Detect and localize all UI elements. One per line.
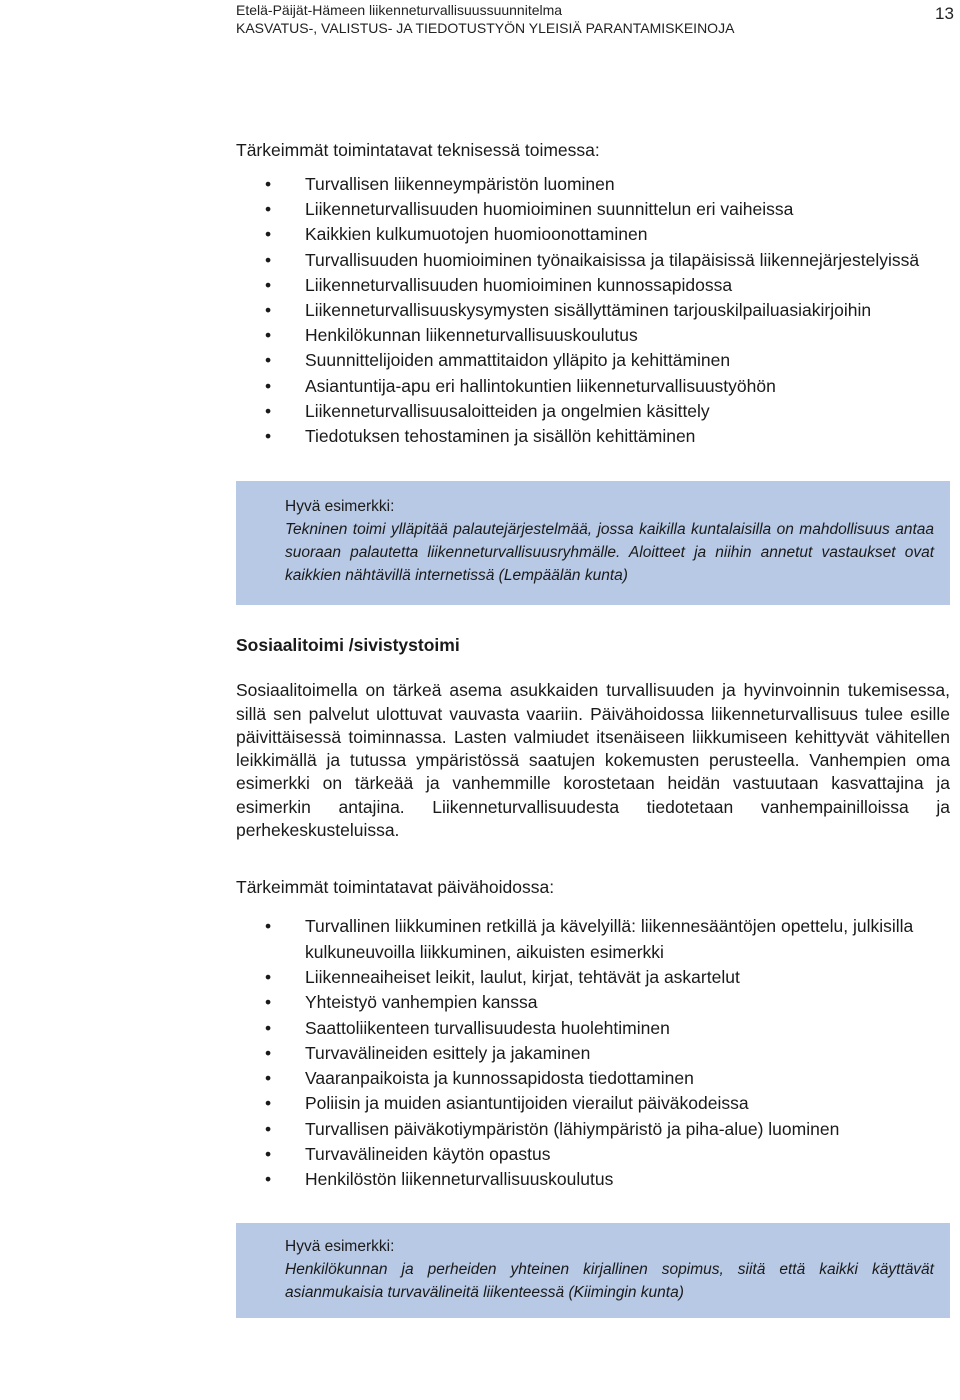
list-item: • Poliisin ja muiden asiantuntijoiden vierailut päiväkodeissa <box>236 1091 950 1116</box>
list-item: • Liikenneturvallisuuden huomioiminen suunnittelun eri vaiheissa <box>236 197 950 222</box>
list-item: • Turvavälineiden käytön opastus <box>236 1142 950 1167</box>
technical-intro: Tärkeimmät toimintatavat teknisessä toimessa: <box>236 140 600 160</box>
list-item: • Henkilökunnan liikenneturvallisuuskoulutus <box>236 323 950 348</box>
bullet-icon: • <box>265 300 272 321</box>
list-item: • Asiantuntija-apu eri hallintokuntien liikenneturvallisuustyöhön <box>236 374 950 399</box>
example-text: Henkilökunnan ja perheiden yhteinen kirjallinen sopimus, siitä että kaikki käyttävät asianmukaisia turvavälineitä liikenteessä (Kiimingin kunta) <box>285 1260 934 1301</box>
section-paragraph: Sosiaalitoimella on tärkeä asema asukkaiden turvallisuuden ja hyvinvoinnin tukemisessa, sillä sen palvelut ulottuvat vauvasta vaariin. Päivähoidossa liikenneturvallisuus tulee esille päivittäisessä toiminnassa. Lasten valmiudet itsenäiseen liikkumiseen kehittyvät vähitellen leikkimällä ja tutussa ympäristössä saatujen kokemusten perusteella. Vanhempien oma esimerkki on tärkeää ja vanhemmille korostetaan heidän vastuutaan kasvattajina ja esimerkin antajina. Liikenneturvallisuudesta tiedotetaan vanhempainilloissa ja perhekeskusteluissa. <box>236 680 950 841</box>
bullet-icon: • <box>265 224 272 245</box>
list-item: • Liikenneaiheiset leikit, laulut, kirjat, tehtävät ja askartelut <box>236 965 950 990</box>
bullet-icon: • <box>265 1169 272 1190</box>
bullet-icon: • <box>265 426 272 447</box>
bullet-icon: • <box>265 1042 272 1063</box>
good-example-box <box>236 1223 950 1318</box>
list-item: • Suunnittelijoiden ammattitaidon ylläpito ja kehittäminen <box>236 348 950 373</box>
bullet-icon: • <box>265 966 272 987</box>
list-item: • Tiedotuksen tehostaminen ja sisällön kehittäminen <box>236 424 950 449</box>
list-item: • Turvallinen liikkuminen retkillä ja kävelyillä: liikennesääntöjen opettelu, julkisilla kulkuneuvoilla liikkuminen, aikuisten esimerkki <box>265 916 914 962</box>
list-item: • Turvallisuuden huomioiminen työnaikaisissa ja tilapäisissä liikennejärjestelyissä <box>236 248 950 273</box>
list-item: • Liikenneturvallisuuskysymysten sisällyttäminen tarjouskilpailuasiakirjoihin <box>236 298 950 323</box>
example-text: Tekninen toimi ylläpitää palautejärjestelmää, jossa kaikilla kuntalaisilla on mahdollisuus antaa suoraan palautetta liikenneturvallisuusryhmälle. Aloitteet ja niihin annetut vastaukset ovat kaikkien nähtävillä internetissä (Lempäälän kunta) <box>285 521 934 585</box>
list-item: • Liikenneturvallisuusaloitteiden ja ongelmien käsittely <box>236 399 950 424</box>
list-item: • Turvallisen päiväkotiympäristön (lähiympäristö ja piha-alue) luominen <box>236 1117 950 1142</box>
example-label: Hyvä esimerkki: <box>285 1237 395 1255</box>
list-item: • Liikenneturvallisuuden huomioiminen kunnossapidossa <box>236 273 950 298</box>
list-item: • Henkilöstön liikenneturvallisuuskoulutus <box>236 1167 950 1192</box>
bullet-icon: • <box>265 916 272 937</box>
section-heading: Sosiaalitoimi /sivistystoimi <box>236 635 460 656</box>
list-item: • Turvallisen liikenneympäristön luominen <box>236 172 950 197</box>
bullet-icon: • <box>265 1118 272 1139</box>
bullet-icon: • <box>265 1143 272 1164</box>
document-title: Etelä-Päijät-Hämeen liikenneturvallisuussuunnitelma <box>236 2 563 18</box>
daycare-intro: Tärkeimmät toimintatavat päivähoidossa: <box>236 877 555 898</box>
bullet-icon: • <box>265 249 272 270</box>
bullet-icon: • <box>265 1068 272 1089</box>
bullet-icon: • <box>265 1093 272 1114</box>
daycare-list <box>236 914 950 1192</box>
page-header <box>236 0 916 37</box>
list-item: • Yhteistyö vanhempien kanssa <box>236 990 950 1015</box>
bullet-icon: • <box>265 199 272 220</box>
list-item: • Kaikkien kulkumuotojen huomioonottaminen <box>236 222 950 247</box>
example-label: Hyvä esimerkki: <box>285 498 395 516</box>
page-number: 13 <box>935 4 954 23</box>
bullet-icon: • <box>265 274 272 295</box>
good-example-box <box>236 481 950 605</box>
bullet-icon: • <box>265 174 272 194</box>
bullet-icon: • <box>265 400 272 421</box>
bullet-icon: • <box>265 325 272 346</box>
page-content <box>236 138 950 1318</box>
bullet-icon: • <box>265 350 272 371</box>
list-item: • Vaaranpaikoista ja kunnossapidosta tiedottaminen <box>236 1066 950 1091</box>
bullet-icon: • <box>265 1017 272 1038</box>
bullet-icon: • <box>265 992 272 1013</box>
technical-list <box>236 172 950 449</box>
chapter-title: KASVATUS-, VALISTUS- JA TIEDOTUSTYÖN YLEISIÄ PARANTAMISKEINOJA <box>236 20 735 36</box>
bullet-icon: • <box>265 375 272 396</box>
list-item: • Saattoliikenteen turvallisuudesta huolehtiminen <box>236 1016 950 1041</box>
list-item: • Turvavälineiden esittely ja jakaminen <box>236 1041 950 1066</box>
